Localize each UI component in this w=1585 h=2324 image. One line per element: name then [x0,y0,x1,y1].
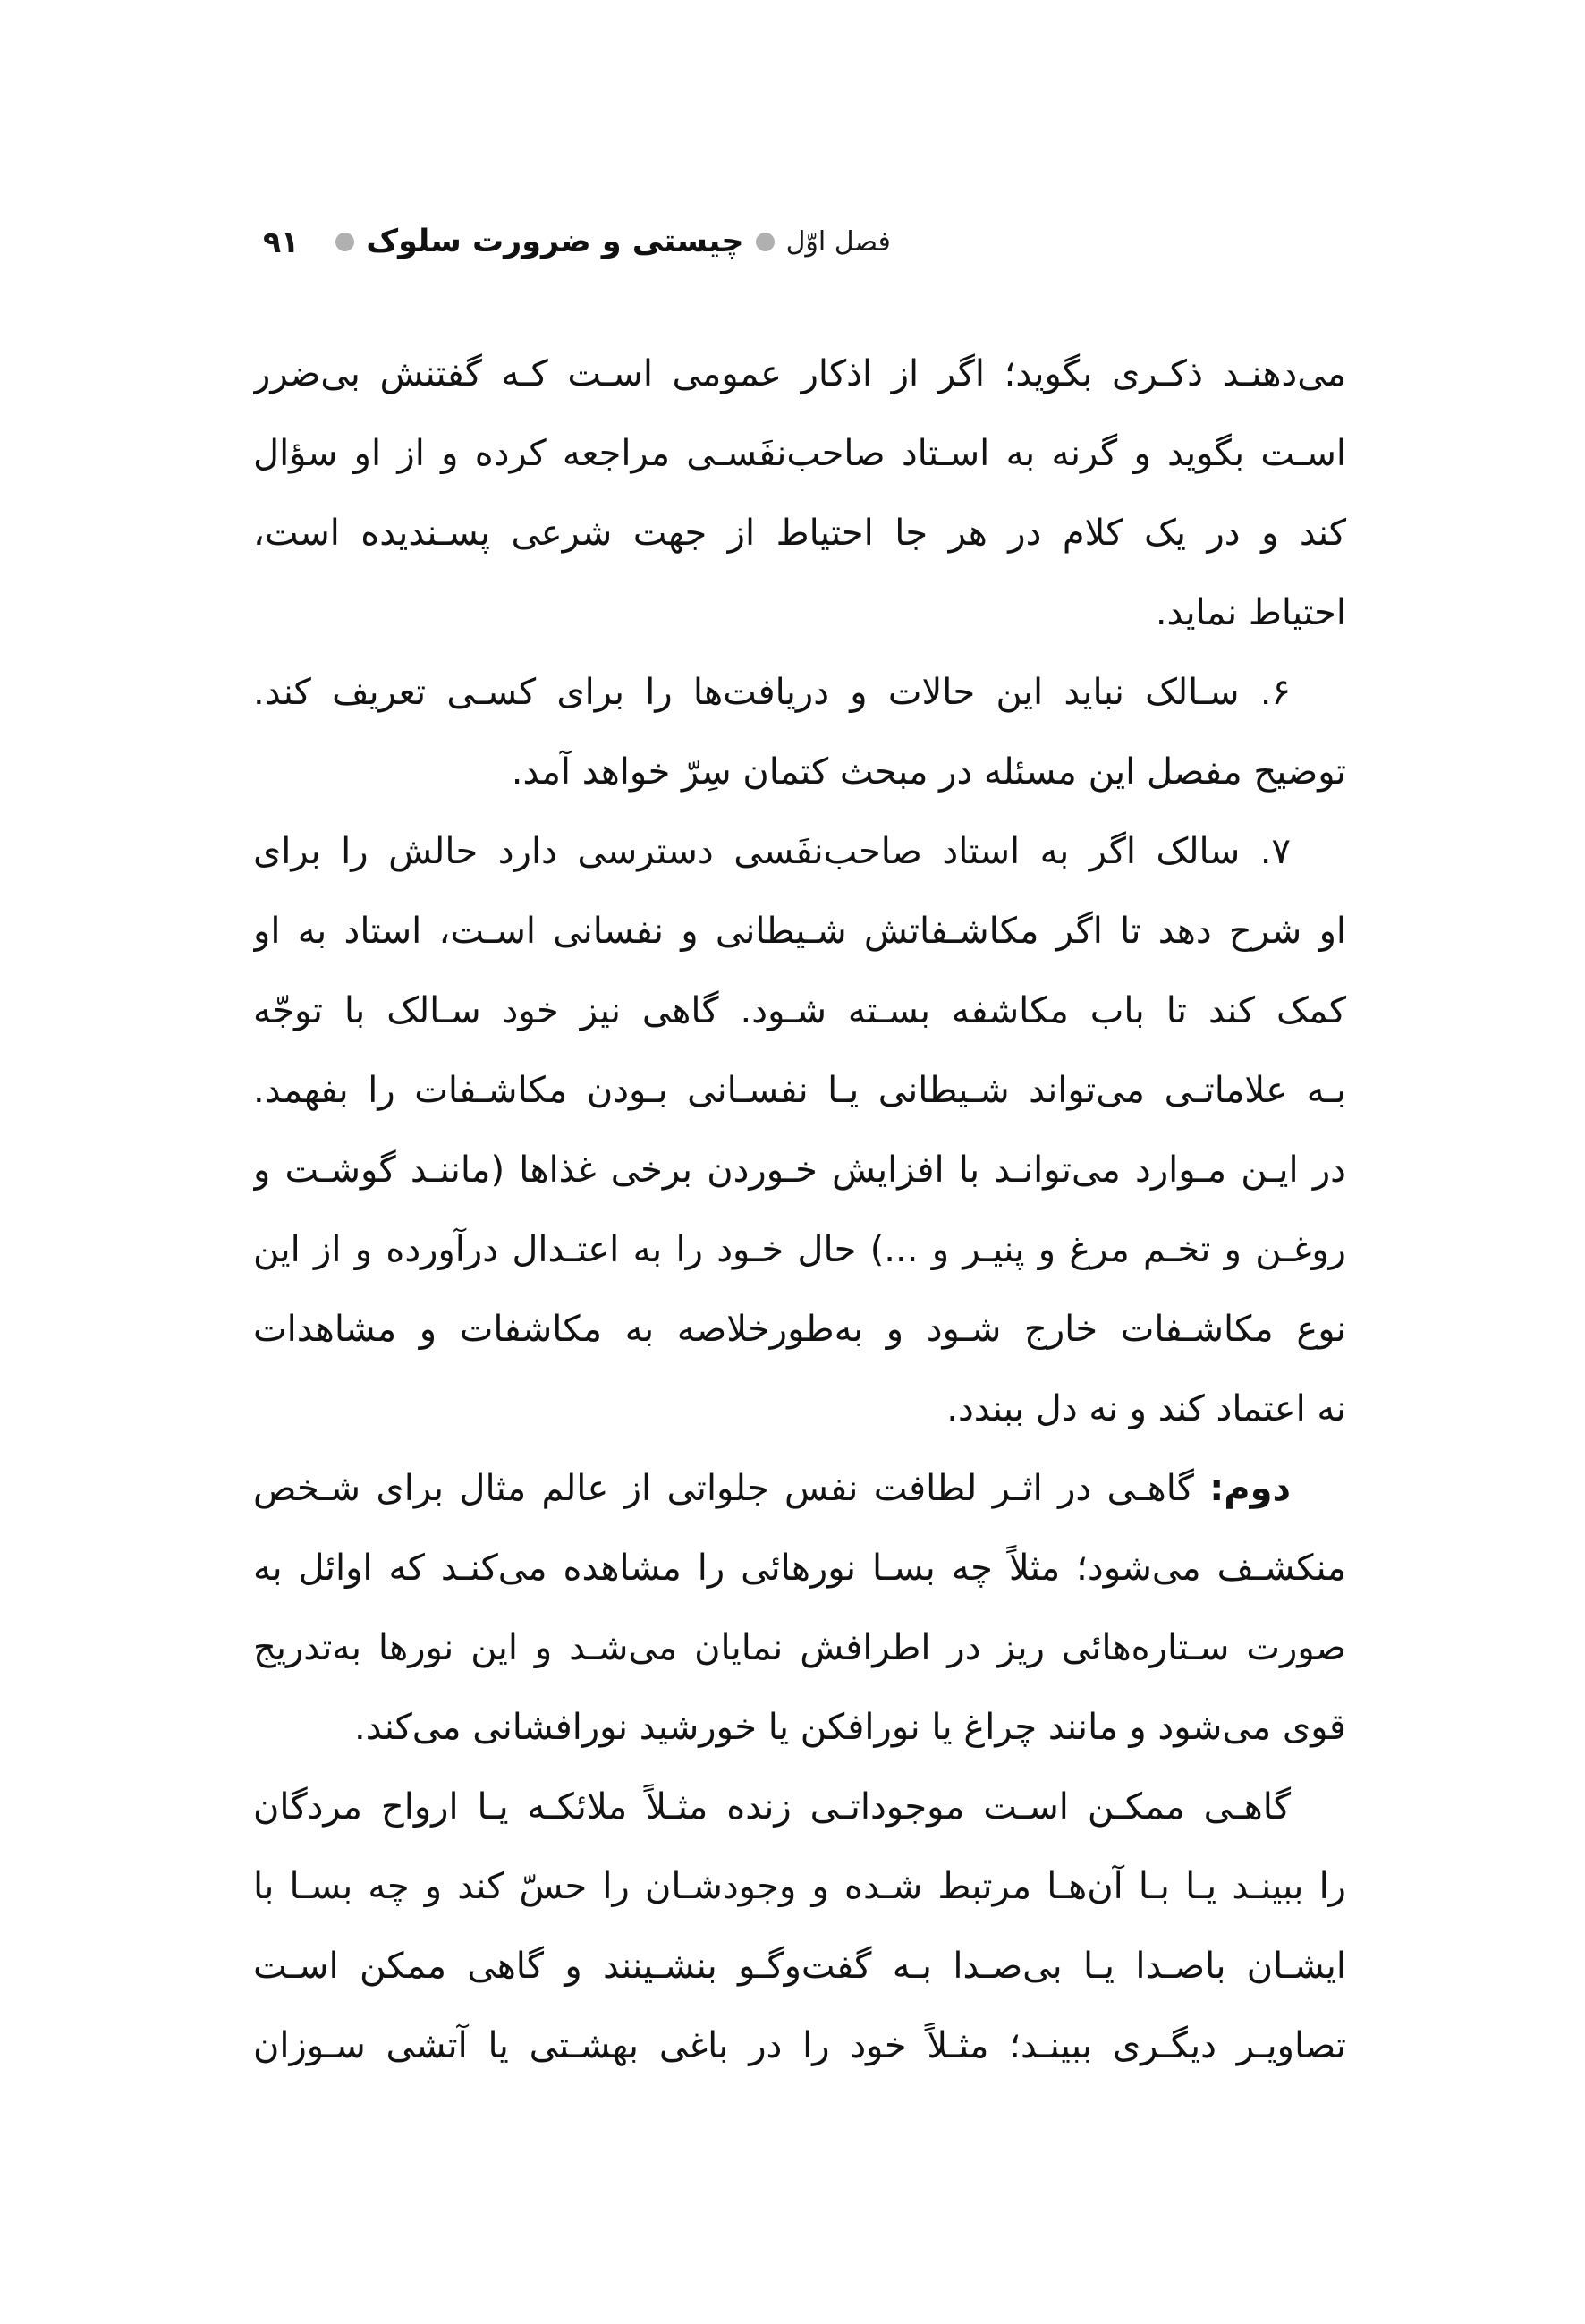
bold-lead-word: دوم: [1209,1468,1291,1509]
paragraph-continuation [253,335,1346,653]
text-line: دوم: گاهـی در اثـر لطافت نفس جلواتی از عالم مثال برای شـخص [253,1468,1291,1509]
text-line: تصاویـر دیگـری ببینـد؛ مثـلاً خود را در باغی بهشـتی یا آتشی سـوزان [253,2025,1346,2066]
text-line: گاهـی ممکـن اسـت موجوداتـی زنده مثـلاً ملائکـه یـا ارواح مردگان [253,1786,1291,1828]
page-number: ۹۱ [263,224,300,259]
text-block [253,335,1346,2086]
text-line: کمک کند تا باب مکاشفه بسـته شـود. گاهی نیز خود سـالک با توجّه [253,990,1346,1031]
text-line: ۶. سـالک نباید این حالات و دریافت‌ها را برای کسـی تعریف کند. [253,672,1291,713]
text-line: صورت سـتاره‌هائی ریز در اطرافش نمایان می‌شـد و این نورها به‌تدریج [253,1627,1346,1668]
paragraph-second-case [253,1449,1346,1768]
text-line: او شرح دهد تا اگر مکاشـفاتش شـیطانی و نفسانی اسـت، استاد به او [253,911,1346,952]
text-line: کند و در یک کلام در هر جا احتیاط از جهت شرعی پسـندیده است، [253,513,1346,554]
text-line: نوع مکاشـفات خارج شـود و به‌طورخلاصه به مکاشفات و مشاهدات [253,1309,1346,1350]
text-line: توضیح مفصل این مسئله در مبحث کتمان سِرّ خواهد آمد. [511,751,1346,793]
text-line: می‌دهنـد ذکـری بگوید؛ اگر از اذکار عمومی اسـت کـه گفتنش بی‌ضرر [253,353,1346,394]
text-line: روغـن و تخـم مرغ و پنیـر و ...) حال خـود را به اعتـدال درآورده و از این [253,1229,1346,1270]
chapter-label: فصل اوّل [785,225,891,258]
running-head [263,224,891,259]
paragraph-item-7 [253,812,1346,1449]
text-line: ایشـان باصـدا یـا بی‌صـدا بـه گفت‌وگـو بنشـینند و گاهی ممکن اسـت [253,1946,1346,1987]
text-line: را ببینـد یـا بـا آن‌هـا مرتبط شـده و وجودشـان را حسّ کند و چه بسـا با [253,1866,1346,1907]
text-line: منکشـف می‌شود؛ مثلاً چه بسـا نورهائی را مشاهده می‌کنـد که اوائل به [253,1548,1346,1589]
separator-bullet-icon [756,233,775,251]
running-head-title: چیستی و ضرورت سلوک [366,224,744,259]
separator-bullet-icon [335,233,354,251]
text-line: بـه علاماتـی می‌تواند شـیطانی یـا نفسـانی بـودن مکاشـفات را بفهمد. [253,1070,1346,1111]
text-line: اسـت بگوید و گرنه به اسـتاد صاحب‌نفَسـی مراجعه کرده و از او سؤال [253,433,1346,474]
paragraph-item-6 [253,653,1346,812]
text-line: ۷. سالک اگر به استاد صاحب‌نفَسی دسترسی دارد حالش را برای [253,831,1291,872]
text-line: قوی می‌شود و مانند چراغ یا نورافکن یا خورشید نورافشانی می‌کند. [353,1707,1346,1748]
text-line: در ایـن مـوارد می‌توانـد با افزایش خـوردن برخی غذاها (ماننـد گوشـت و [253,1149,1346,1191]
text-line: نه اعتماد کند و نه دل ببندد. [946,1388,1346,1429]
paragraph-living-beings [253,1768,1346,2086]
text-line: احتیاط نماید. [1155,592,1346,633]
